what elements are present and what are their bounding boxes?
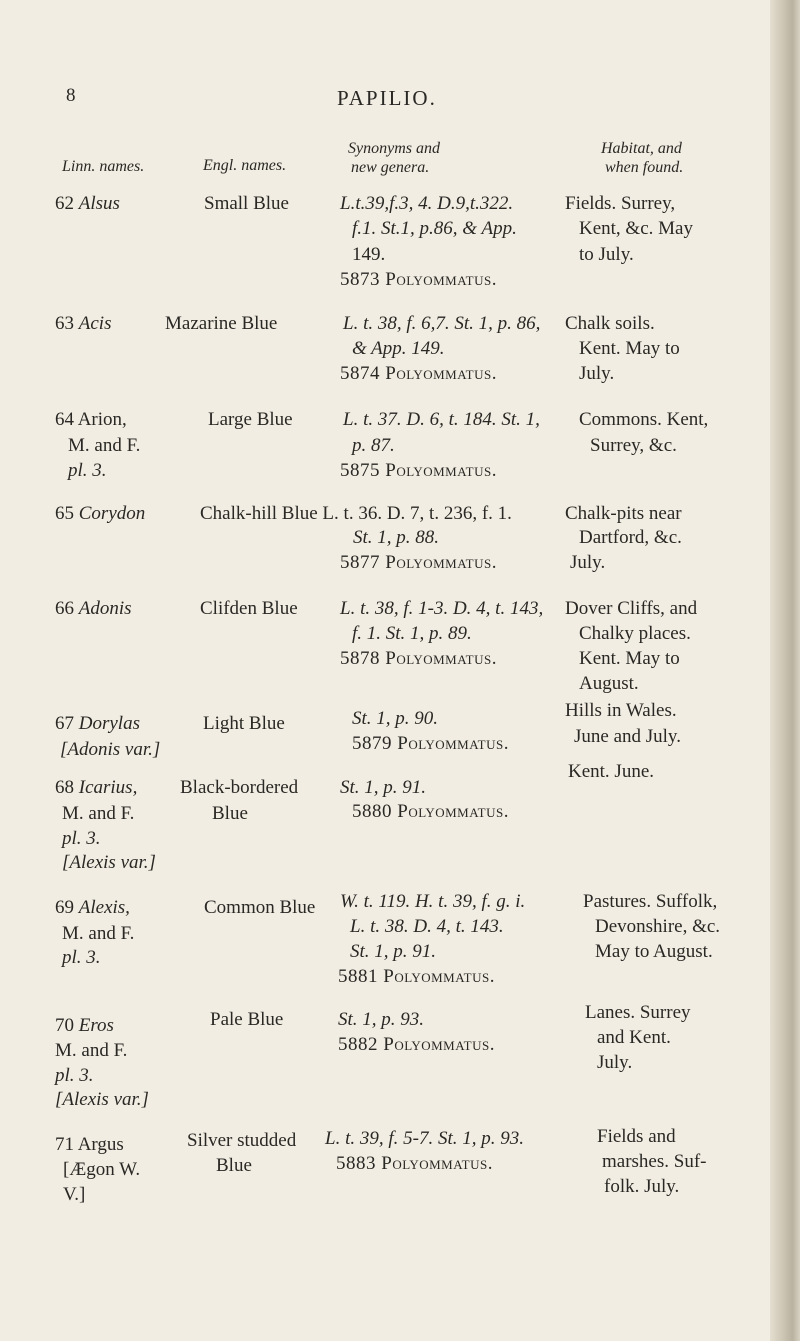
entry-66-hab-3: Kent. May to	[579, 648, 680, 669]
entry-68-syn-1: St. 1, p. 91.	[340, 777, 427, 798]
entry-62-syn-4: 5873 Polyommatus.	[340, 269, 497, 290]
entry-70-linn-1: 70 Eros	[55, 1015, 114, 1036]
entry-71-hab-1: Fields and	[597, 1126, 676, 1147]
entry-65-hab-1: Chalk-pits near	[565, 503, 682, 524]
entry-69-syn-3: St. 1, p. 91.	[350, 941, 437, 962]
entry-64-linn-1: 64 Arion,	[55, 409, 127, 430]
entry-69-linn-2: M. and F.	[62, 923, 135, 944]
entry-68-linn-4: [Alexis var.]	[62, 852, 156, 873]
entry-64-linn-2: M. and F.	[68, 435, 141, 456]
column-heading-habitat-1: Habitat, and	[601, 140, 682, 157]
entry-70-hab-3: July.	[597, 1052, 633, 1073]
entry-67-engl: Light Blue	[203, 713, 285, 734]
entry-70-linn-2: M. and F.	[55, 1040, 128, 1061]
entry-62-hab-2: Kent, &c. May	[579, 218, 693, 239]
entry-62-hab-3: to July.	[579, 244, 634, 265]
entry-70-hab-2: and Kent.	[597, 1027, 671, 1048]
entry-71-engl-2: Blue	[216, 1155, 252, 1176]
entry-65-linn: 65 Corydon	[55, 503, 146, 524]
entry-62-hab-1: Fields. Surrey,	[565, 193, 676, 214]
entry-71-linn-1: 71 Argus	[55, 1134, 124, 1155]
entry-68-linn-3: pl. 3.	[62, 828, 101, 849]
entry-62-syn-3: 149.	[352, 244, 386, 265]
entry-66-hab-1: Dover Cliffs, and	[565, 598, 698, 619]
entry-68-linn-2: M. and F.	[62, 803, 135, 824]
column-heading-habitat-2: when found.	[605, 159, 684, 176]
entry-70-linn-4: [Alexis var.]	[55, 1089, 149, 1110]
column-heading-synonyms-2: new genera.	[351, 159, 430, 176]
entry-64-syn-2: p. 87.	[352, 435, 395, 456]
entry-71-hab-3: folk. July.	[604, 1176, 680, 1197]
page-number: 8	[66, 85, 76, 106]
entry-69-linn-1: 69 Alexis,	[55, 897, 130, 918]
entry-63-engl: Mazarine Blue	[165, 313, 278, 334]
book-spine-edge	[770, 0, 800, 1341]
entry-67-linn-1: 67 Dorylas	[55, 713, 140, 734]
entry-68-hab-1: Kent. June.	[568, 761, 655, 782]
entry-67-syn-1: St. 1, p. 90.	[352, 708, 439, 729]
entry-69-hab-3: May to August.	[595, 941, 713, 962]
entry-64-engl: Large Blue	[208, 409, 293, 430]
entry-67-hab-1: Hills in Wales.	[565, 700, 677, 721]
entry-68-linn-1: 68 Icarius,	[55, 777, 138, 798]
entry-69-hab-1: Pastures. Suffolk,	[583, 891, 718, 912]
entry-69-syn-1: W. t. 119. H. t. 39, f. g. i.	[340, 891, 526, 912]
entry-70-linn-3: pl. 3.	[55, 1065, 94, 1086]
entry-66-syn-1: L. t. 38, f. 1-3. D. 4, t. 143,	[340, 598, 544, 619]
entry-68-engl-1: Black-bordered	[180, 777, 299, 798]
entry-68-engl-2: Blue	[212, 803, 248, 824]
entry-67-hab-2: June and July.	[574, 726, 681, 747]
entry-66-linn: 66 Adonis	[55, 598, 132, 619]
entry-63-syn-2: & App. 149.	[352, 338, 445, 359]
entry-71-engl-1: Silver studded	[187, 1130, 297, 1151]
entry-67-syn-2: 5879 Polyommatus.	[352, 733, 509, 754]
column-heading-synonyms-1: Synonyms and	[348, 140, 440, 157]
entry-63-syn-3: 5874 Polyommatus.	[340, 363, 497, 384]
entry-65-syn-2: 5877 Polyommatus.	[340, 552, 497, 573]
entry-71-linn-2: [Ægon W.	[63, 1159, 141, 1180]
entry-64-syn-1: L. t. 37. D. 6, t. 184. St. 1,	[343, 409, 540, 430]
entry-70-syn-2: 5882 Polyommatus.	[338, 1034, 495, 1055]
entry-62-syn-1: L.t.39,f.3, 4. D.9,t.322.	[340, 193, 514, 214]
entry-62-syn-2: f.1. St.1, p.86, & App.	[352, 218, 517, 239]
entry-66-syn-3: 5878 Polyommatus.	[340, 648, 497, 669]
entry-68-syn-2: 5880 Polyommatus.	[352, 801, 509, 822]
entry-63-hab-3: July.	[579, 363, 615, 384]
entry-65-hab-3: July.	[570, 552, 606, 573]
entry-65-hab-2: Dartford, &c.	[579, 527, 682, 548]
column-heading-linn: Linn. names.	[62, 158, 145, 175]
entry-71-hab-2: marshes. Suf-	[602, 1151, 707, 1172]
entry-70-engl: Pale Blue	[210, 1009, 284, 1030]
entry-63-syn-1: L. t. 38, f. 6,7. St. 1, p. 86,	[343, 313, 541, 334]
entry-67-linn-2: [Adonis var.]	[60, 739, 161, 760]
entry-69-syn-4: 5881 Polyommatus.	[338, 966, 495, 987]
entry-64-hab-1: Commons. Kent,	[579, 409, 709, 430]
entry-71-linn-3: V.]	[63, 1184, 86, 1205]
entry-69-hab-2: Devonshire, &c.	[595, 916, 721, 937]
entry-69-linn-3: pl. 3.	[62, 947, 101, 968]
entry-62-engl: Small Blue	[204, 193, 289, 214]
entry-70-syn-1: St. 1, p. 93.	[338, 1009, 425, 1030]
entry-62-linn: 62 Alsus	[55, 193, 120, 214]
entry-66-engl: Clifden Blue	[200, 598, 298, 619]
entry-64-hab-2: Surrey, &c.	[590, 435, 677, 456]
entry-64-syn-3: 5875 Polyommatus.	[340, 460, 497, 481]
entry-63-hab-2: Kent. May to	[579, 338, 680, 359]
column-heading-engl: Engl. names.	[203, 157, 287, 174]
entry-71-syn-2: 5883 Polyommatus.	[336, 1153, 493, 1174]
entry-63-linn: 63 Acis	[55, 313, 112, 334]
entry-66-syn-2: f. 1. St. 1, p. 89.	[352, 623, 472, 644]
entry-66-hab-4: August.	[579, 673, 639, 694]
entry-65-syn-1: St. 1, p. 88.	[353, 527, 440, 548]
entry-65-engl-syn: Chalk-hill Blue L. t. 36. D. 7, t. 236, f. 1.	[200, 503, 512, 524]
entry-69-syn-2: L. t. 38. D. 4, t. 143.	[350, 916, 504, 937]
entry-69-engl: Common Blue	[204, 897, 316, 918]
entry-70-hab-1: Lanes. Surrey	[585, 1002, 691, 1023]
entry-71-syn-1: L. t. 39, f. 5-7. St. 1, p. 93.	[325, 1128, 524, 1149]
entry-64-linn-3: pl. 3.	[68, 460, 107, 481]
entry-63-hab-1: Chalk soils.	[565, 313, 655, 334]
running-head: PAPILIO.	[337, 86, 437, 110]
entry-66-hab-2: Chalky places.	[579, 623, 691, 644]
